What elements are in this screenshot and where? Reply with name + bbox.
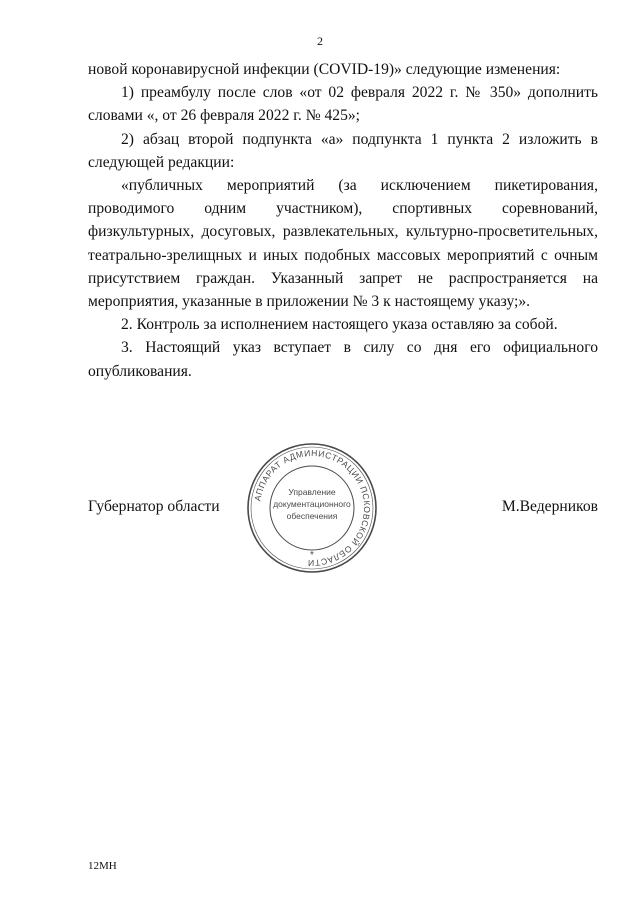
seal-ring-text: АППАРАТ АДМИНИСТРАЦИИ ПСКОВСКОЙ ОБЛАСТИ (252, 447, 373, 569)
seal-line-3: обеспечения (286, 511, 338, 521)
seal-star: * (310, 550, 314, 561)
signer-name: М.Ведерников (501, 498, 598, 515)
paragraph-continuation: новой коронавирусной инфекции (COVID-19)» следующие изменения: (88, 61, 561, 78)
signer-title: Губернатор области (88, 498, 220, 515)
paragraph-control: 2. Контроль за исполнением настоящего указа оставляю за собой. (121, 316, 558, 334)
seal-line-2: документационного (273, 499, 351, 509)
paragraph-quote: «публичных мероприятий (за исключением пикетирования, проводимого одним участником), спортивных соревнований, физкультурных, досуговых, развлекательных, культурно-просветительных, театрально-зрелищных и иных подобных массовых мероприятий с очным присутствием граждан. Указанный запрет не распространяется на мероприятия, указанные в приложении № 3 к настоящему указу;». (88, 177, 598, 311)
footer-code: 12МН (88, 860, 117, 872)
page-number: 2 (317, 34, 323, 48)
paragraph-item-2: 2) абзац второй подпункта «а» подпункта 1 пункта 2 изложить в следующей редакции: (88, 130, 598, 171)
paragraph-effective: 3. Настоящий указ вступает в силу со дня его официального опубликования. (88, 339, 598, 380)
seal-line-1: Управление (288, 487, 336, 497)
paragraph-item-1: 1) преамбулу после слов «от 02 февраля 2022 г. № 350» дополнить словами «, от 26 февраля 2022 г. № 425»; (88, 84, 598, 125)
seal-graphic (244, 440, 380, 576)
document-body (88, 58, 598, 383)
official-seal (244, 440, 380, 576)
